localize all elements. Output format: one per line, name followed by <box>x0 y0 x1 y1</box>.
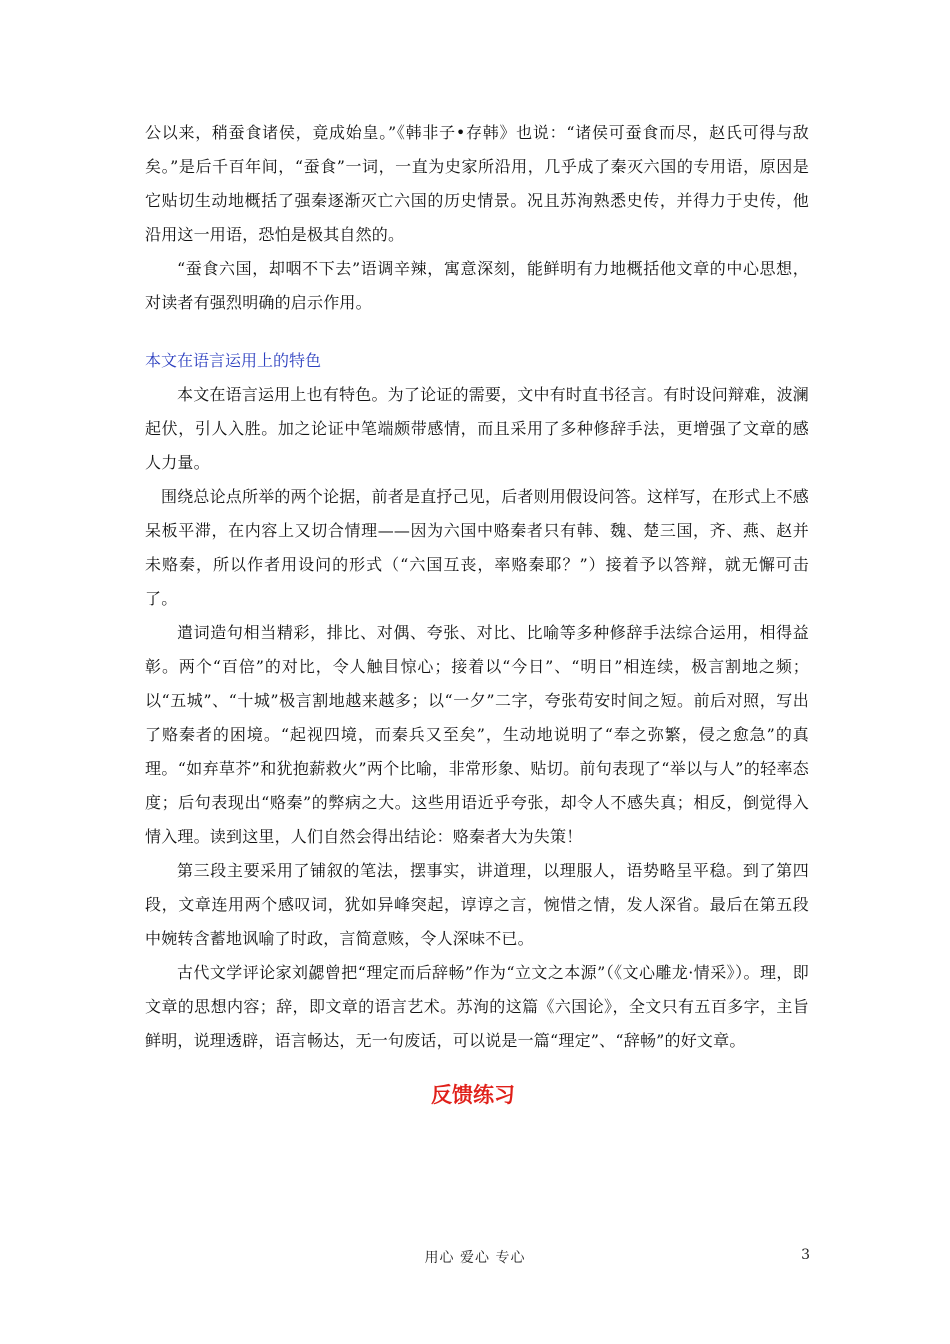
paragraph-rhetoric: 遣词造句相当精彩，排比、对偶、夸张、对比、比喻等多种修辞手法综合运用，相得益彰。两个“百倍”的对比，令人触目惊心；接着以“今日”、“明日”相连续，极言割地之频；以“五城”、“十城”极言割地越来越多；以“一夕”二字，夸张苟安时间之短。前后对照，写出了赂秦者的困境。“起视四境，而秦兵又至矣”，生动地说明了“奉之弥繁，侵之愈急”的真理。“如弃草芥”和犹抱薪救火”两个比喻，非常形象、贴切。前句表现了“举以与人”的轻率态度；后句表现出“赂秦”的弊病之大。这些用语近乎夸张，却令人不感失真；相反，倒觉得入情入理。读到这里，人们自然会得出结论：赂秦者大为失策！ <box>145 623 809 846</box>
paragraph-canshi-summary: “蚕食六国，却咽不下去”语调辛辣，寓意深刻，能鲜明有力地概括他文章的中心思想，对读者有强烈明确的启示作用。 <box>145 259 809 312</box>
page-number: 3 <box>801 1247 810 1263</box>
footer-slogan: 用心 爱心 专心 <box>424 1250 526 1266</box>
paragraph-language-intro: 本文在语言运用上也有特色。为了论证的需要，文中有时直书径言。有时设问辩难，波澜起伏，引人入胜。加之论证中笔端颇带感情，而且采用了多种修辞手法，更增强了文章的感人力量。 <box>145 385 809 472</box>
spacer <box>145 320 809 334</box>
feedback-exercise-title: 反馈练习 <box>431 1083 515 1107</box>
paragraph-structure: 第三段主要采用了铺叙的笔法，摆事实，讲道理，以理服人，语势略呈平稳。到了第四段，文章连用两个感叹词，犹如异峰突起，谆谆之言，惋惜之情，发人深省。最后在第五段中婉转含蓄地讽喻了时政，言简意赅，令人深味不已。 <box>145 861 809 948</box>
paragraph-liu-xie: 古代文学评论家刘勰曾把“理定而后辞畅”作为“立文之本源”（《文心雕龙·情采》）。理，即文章的思想内容；辞，即文章的语言艺术。苏洵的这篇《六国论》，全文只有五百多字，主旨鲜明，说理透辟，语言畅达，无一句废话，可以说是一篇“理定”、“辞畅”的好文章。 <box>145 963 809 1050</box>
section-heading-language-features: 本文在语言运用上的特色 <box>145 351 322 370</box>
paragraph-continuation: 公以来，稍蚕食诸侯，竟成始皇。”《韩非子•存韩》也说：“诸侯可蚕食而尽，赵氏可得与敌矣。”是后千百年间，“蚕食”一词，一直为史家所沿用，几乎成了秦灭六国的专用语，原因是它贴切生动地概括了强秦逐渐灭亡六国的历史情景。况且苏洵熟悉史传，并得力于史传，他沿用这一用语，恐怕是极其自然的。 <box>145 123 809 244</box>
page-content <box>145 116 809 1112</box>
paragraph-arguments: 围绕总论点所举的两个论据，前者是直抒己见，后者则用假设问答。这样写，在形式上不感呆板平滞，在内容上又切合情理——因为六国中赂秦者只有韩、魏、楚三国，齐、燕、赵并未赂秦，所以作者用设问的形式（“六国互丧，率赂秦耶？”）接着予以答辩，就无懈可击了。 <box>145 487 810 608</box>
